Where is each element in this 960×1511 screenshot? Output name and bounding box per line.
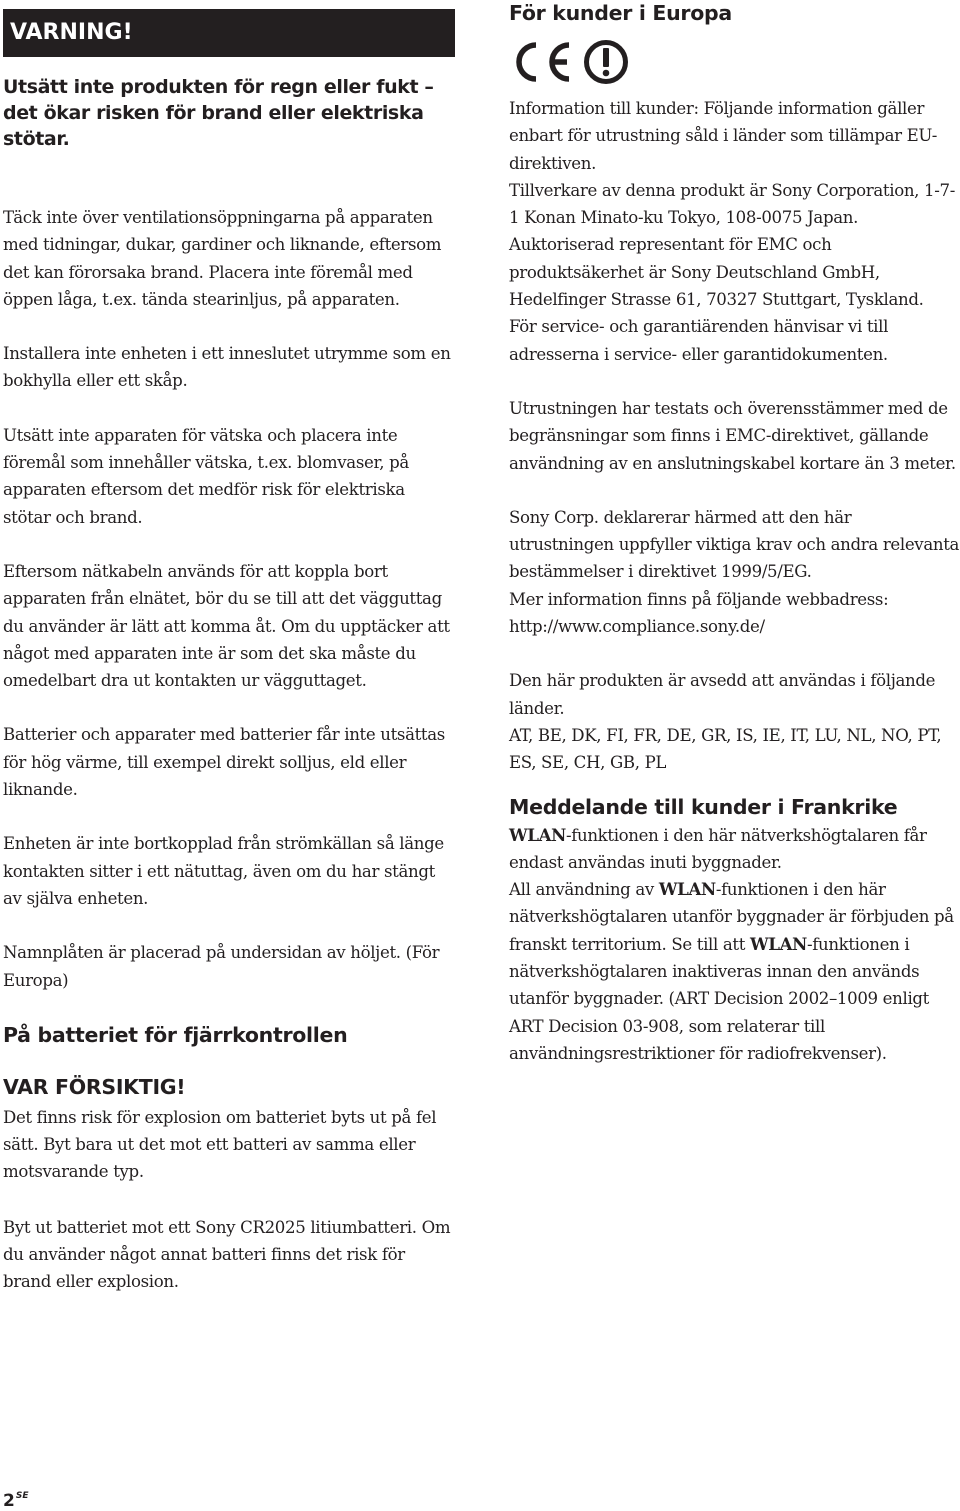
page-number-value: 2 [3, 1491, 15, 1511]
page-language-suffix: SE [15, 1491, 29, 1501]
manufacturer-paragraph: Tillverkare av denna produkt är Sony Corporation, 1-7-1 Konan Minato-ku Tokyo, 108-0075 Japan. [509, 180, 955, 228]
ventilation-paragraph: Täck inte över ventilationsöppningarna på apparaten med tidningar, dukar, gardiner och liknande, eftersom det kan förorsaka brand. Placera inte föremål med öppen låga, t.ex. tända stearinljus, på apparaten. [3, 208, 442, 309]
france-paragraph-1 [509, 822, 960, 877]
france-paragraph-2 [509, 876, 960, 1067]
service-paragraph: För service- och garantiärenden hänvisar vi till adresserna i service- eller garantidokumenten. [509, 317, 889, 364]
warning-banner: VARNING! [3, 9, 455, 57]
wlan-term: WLAN [749, 933, 807, 954]
ce-mark-icon [509, 39, 575, 85]
wlan-term: WLAN [509, 824, 566, 845]
declaration-paragraph: Sony Corp. deklarerar härmed att den här utrustningen uppfyller viktiga krav och andra relevanta bestämmelser i direktivet 1999/5/EG. [509, 507, 960, 582]
france-paragraph-2-c: -funktionen i nätverkshögtalaren inaktiveras innan den används utanför byggnader. (ART Decision 2002–1009 enligt ART Decision 03-908, som relaterar till användningsrestriktioner för radiofrekvenser). [509, 934, 929, 1063]
alert-class-2-icon [583, 39, 629, 85]
mains-plug-paragraph: Eftersom nätkabeln används för att koppla bort apparaten från elnätet, bör du se till att det vägguttag du använder är lätt att komma åt. Om du upptäcker att något med apparaten inte är som det ska måste du omedelbart dra ut kontakten ur vägguttaget. [3, 561, 450, 691]
warning-lead: Utsätt inte produkten för regn eller fukt – det ökar risken för brand eller elektriska stötar. [3, 76, 434, 150]
compliance-url: http://www.compliance.sony.de/ [509, 617, 765, 637]
eu-info-paragraph: Information till kunder: Följande information gäller enbart för utrustning såld i länder som tillämpar EU-direktiven. [509, 99, 938, 173]
wlan-term: WLAN [658, 879, 716, 900]
emc-paragraph: Utrustningen har testats och överensstämmer med de begränsningar som finns i EMC-direktivet, gällande användning av en anslutningskabel kortare än 3 meter. [509, 398, 956, 473]
countries-intro: Den här produkten är avsedd att användas i följande länder. [509, 671, 936, 718]
nameplate-paragraph: Namnplåten är placerad på undersidan av höljet. (För Europa) [3, 943, 440, 990]
explosion-paragraph: Det finns risk för explosion om batteriet byts ut på fel sätt. Byt bara ut det mot ett batteri av samma eller motsvarande typ. [3, 1107, 437, 1182]
france-paragraph-2-b: -funktionen i den här nätverkshögtalaren utanför byggnader är förbjuden på franskt territorium. Se till att [509, 880, 954, 954]
france-paragraph-2-a: All användning av [509, 880, 659, 900]
power-source-paragraph: Enheten är inte bortkopplad från strömkällan så länge kontakten sitter i ett nätuttag, även om du har stängt av själva enheten. [3, 834, 444, 908]
page-number [3, 1486, 28, 1511]
right-column [509, 0, 960, 1067]
more-info-paragraph: Mer information finns på följande webbadress: [509, 589, 889, 609]
france-heading: Meddelande till kunder i Frankrike [509, 794, 898, 819]
battery-type-paragraph: Byt ut batteriet mot ett Sony CR2025 litiumbatteri. Om du använder något annat batteri finns det risk för brand eller explosion. [3, 1217, 451, 1292]
europe-heading: För kunder i Europa [509, 1, 732, 25]
battery-heading: På batteriet för fjärrkontrollen [3, 1022, 348, 1047]
left-column [3, 0, 455, 1296]
representative-paragraph: Auktoriserad representant för EMC och produktsäkerhet är Sony Deutschland GmbH, Hedelfinger Strasse 61, 70327 Stuttgart, Tyskland. [509, 235, 924, 310]
conformity-marks [509, 39, 960, 85]
france-paragraph-1-text: -funktionen i den här nätverkshögtalaren får endast användas inuti byggnader. [509, 825, 927, 872]
liquid-paragraph: Utsätt inte apparaten för vätska och placera inte föremål som innehåller vätska, t.ex. blomvaser, på apparaten eftersom det medför risk för elektriska stötar och brand. [3, 425, 409, 527]
enclosure-paragraph: Installera inte enheten i ett inneslutet utrymme som en bokhylla eller ett skåp. [3, 344, 451, 391]
caution-heading: VAR FÖRSIKTIG! [3, 1074, 186, 1099]
countries-list: AT, BE, DK, FI, FR, DE, GR, IS, IE, IT, LU, NL, NO, PT, ES, SE, CH, GB, PL [509, 725, 942, 773]
battery-heat-paragraph: Batterier och apparater med batterier får inte utsättas för hög värme, till exempel direkt solljus, eld eller liknande. [3, 725, 445, 800]
